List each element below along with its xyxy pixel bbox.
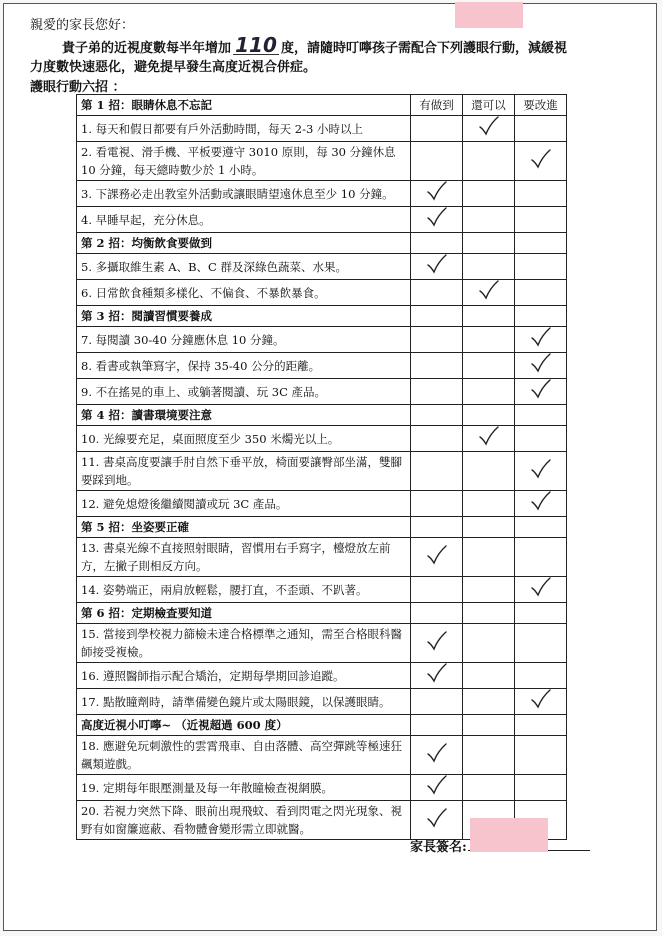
- check-cell-done[interactable]: [411, 207, 463, 233]
- check-cell-ok[interactable]: [463, 181, 515, 207]
- table-row: [77, 577, 567, 603]
- empty-cell: [463, 715, 515, 736]
- item-text: 14. 姿勢端正，兩肩放輕鬆，腰打直，不歪頭、不趴著。: [77, 577, 411, 603]
- check-cell-improve[interactable]: [515, 491, 567, 517]
- check-cell-done[interactable]: [411, 426, 463, 452]
- checkmark-icon: [530, 149, 552, 169]
- intro-line-2: 力度數快速惡化，避免提早發生高度近視合併症。: [30, 60, 317, 75]
- check-cell-ok[interactable]: [463, 538, 515, 577]
- table-row: [77, 452, 567, 491]
- section-row: [77, 405, 567, 426]
- redacted-signature: [470, 818, 548, 852]
- item-text: 6. 日常飲食種類多樣化、不偏食、不暴飲暴食。: [77, 280, 411, 306]
- empty-cell: [411, 233, 463, 254]
- check-cell-done[interactable]: [411, 663, 463, 689]
- check-cell-done[interactable]: [411, 379, 463, 405]
- empty-cell: [411, 405, 463, 426]
- check-cell-improve[interactable]: [515, 426, 567, 452]
- empty-cell: [463, 517, 515, 538]
- checkmark-icon: [530, 689, 552, 709]
- table-row: [77, 327, 567, 353]
- empty-cell: [463, 405, 515, 426]
- check-cell-improve[interactable]: [515, 280, 567, 306]
- check-cell-ok[interactable]: [463, 280, 515, 306]
- checkmark-icon: [426, 631, 448, 651]
- empty-cell: [515, 517, 567, 538]
- check-cell-done[interactable]: [411, 689, 463, 715]
- empty-cell: [411, 517, 463, 538]
- check-cell-done[interactable]: [411, 736, 463, 775]
- column-header: 有做到: [411, 95, 463, 116]
- check-cell-done[interactable]: [411, 538, 463, 577]
- item-text: 5. 多攝取維生素 A、B、C 群及深綠色蔬菜、水果。: [77, 254, 411, 280]
- empty-cell: [515, 715, 567, 736]
- check-cell-improve[interactable]: [515, 142, 567, 181]
- empty-cell: [463, 306, 515, 327]
- check-cell-ok[interactable]: [463, 736, 515, 775]
- check-cell-ok[interactable]: [463, 775, 515, 801]
- item-text: 19. 定期每年眼壓測量及每一年散瞳檢查視網膜。: [77, 775, 411, 801]
- intro-line-1: [62, 33, 568, 57]
- section-row: [77, 306, 567, 327]
- section-title: 第 1 招：眼睛休息不忘記: [77, 95, 411, 116]
- check-cell-done[interactable]: [411, 775, 463, 801]
- section-title: 第 2 招：均衡飲食要做到: [77, 233, 411, 254]
- check-cell-done[interactable]: [411, 491, 463, 517]
- check-cell-improve[interactable]: [515, 538, 567, 577]
- empty-cell: [463, 233, 515, 254]
- section-row: [77, 517, 567, 538]
- check-cell-ok[interactable]: [463, 327, 515, 353]
- checkmark-icon: [530, 327, 552, 347]
- section-title: 第 5 招：坐姿要正確: [77, 517, 411, 538]
- table-row: [77, 689, 567, 715]
- checkmark-icon: [478, 116, 500, 136]
- check-cell-done[interactable]: [411, 142, 463, 181]
- checkmark-icon: [530, 353, 552, 373]
- table-row: [77, 736, 567, 775]
- subtitle: 護眼行動六招 ：: [30, 80, 126, 95]
- check-cell-improve[interactable]: [515, 181, 567, 207]
- table-row: [77, 663, 567, 689]
- check-cell-done[interactable]: [411, 452, 463, 491]
- check-cell-improve[interactable]: [515, 207, 567, 233]
- item-text: 17. 點散瞳劑時，請準備變色鏡片或太陽眼鏡，以保護眼睛。: [77, 689, 411, 715]
- check-cell-ok[interactable]: [463, 426, 515, 452]
- item-text: 7. 每閱讀 30-40 分鐘應休息 10 分鐘。: [77, 327, 411, 353]
- eye-care-checklist: [76, 94, 567, 840]
- checkmark-icon: [530, 491, 552, 511]
- check-cell-ok[interactable]: [463, 116, 515, 142]
- check-cell-improve[interactable]: [515, 577, 567, 603]
- check-cell-ok[interactable]: [463, 624, 515, 663]
- item-text: 12. 避免熄燈後繼續閱讀或玩 3C 產品。: [77, 491, 411, 517]
- check-cell-done[interactable]: [411, 624, 463, 663]
- empty-cell: [463, 603, 515, 624]
- section-row: [77, 715, 567, 736]
- item-text: 16. 遵照醫師指示配合矯治，定期每學期回診追蹤。: [77, 663, 411, 689]
- check-cell-improve[interactable]: [515, 254, 567, 280]
- check-cell-ok[interactable]: [463, 663, 515, 689]
- check-cell-ok[interactable]: [463, 689, 515, 715]
- item-text: 3. 下課務必走出教室外活動或讓眼睛望遠休息至少 10 分鐘。: [77, 181, 411, 207]
- check-cell-done[interactable]: [411, 181, 463, 207]
- checkmark-icon: [426, 663, 448, 683]
- checkmark-icon: [530, 577, 552, 597]
- section-title: 高度近視小叮嚀~ （近視超過 600 度）: [77, 715, 411, 736]
- item-text: 10. 光線要充足，桌面照度至少 350 米燭光以上。: [77, 426, 411, 452]
- check-cell-improve[interactable]: [515, 116, 567, 142]
- checkmark-icon: [426, 207, 448, 227]
- check-cell-ok[interactable]: [463, 353, 515, 379]
- table-row: [77, 538, 567, 577]
- handwritten-degree-value: 110: [233, 36, 279, 55]
- empty-cell: [515, 233, 567, 254]
- table-row: [77, 491, 567, 517]
- checkmark-icon: [426, 545, 448, 565]
- table-row: [77, 254, 567, 280]
- checkmark-icon: [530, 379, 552, 399]
- checkmark-icon: [426, 775, 448, 795]
- checkmark-icon: [426, 254, 448, 274]
- item-text: 18. 應避免玩刺激性的雲霄飛車、自由落體、高空彈跳等極速狂飆類遊戲。: [77, 736, 411, 775]
- redacted-box-top: [455, 2, 523, 28]
- section-row: [77, 603, 567, 624]
- check-cell-done[interactable]: [411, 280, 463, 306]
- table-row: [77, 280, 567, 306]
- section-title: 第 6 招：定期檢查要知道: [77, 603, 411, 624]
- check-cell-improve[interactable]: [515, 353, 567, 379]
- item-text: 2. 看電視、滑手機、平板要遵守 3010 原則，每 30 分鐘休息 10 分鐘，每天總時數少於 1 小時。: [77, 142, 411, 181]
- item-text: 1. 每天和假日都要有戶外活動時間，每天 2-3 小時以上: [77, 116, 411, 142]
- table-row: [77, 426, 567, 452]
- table-row: [77, 142, 567, 181]
- check-cell-done[interactable]: [411, 577, 463, 603]
- item-text: 13. 書桌光線不直接照射眼睛，習慣用右手寫字，檯燈放左前方，左撇子則相反方向。: [77, 538, 411, 577]
- checkmark-icon: [426, 808, 448, 828]
- checkmark-icon: [478, 426, 500, 446]
- checkmark-icon: [426, 743, 448, 763]
- column-header: 還可以: [463, 95, 515, 116]
- checkmark-icon: [530, 459, 552, 479]
- table-row: [77, 116, 567, 142]
- empty-cell: [411, 715, 463, 736]
- check-cell-done[interactable]: [411, 116, 463, 142]
- section-title: 第 4 招：讀書環境要注意: [77, 405, 411, 426]
- section-title: 第 3 招：閱讀習慣要養成: [77, 306, 411, 327]
- check-cell-improve[interactable]: [515, 689, 567, 715]
- intro-text-a: 貴子弟的近視度數每半年增加: [62, 41, 232, 56]
- item-text: 15. 當接到學校視力篩檢未達合格標準之通知，需至合格眼科醫師接受複檢。: [77, 624, 411, 663]
- item-text: 20. 若視力突然下降、眼前出現飛蚊、看到閃電之閃光現象、視野有如窗簾遮蔽、看物體會變形需立即就醫。: [77, 801, 411, 840]
- header-row: [77, 95, 567, 116]
- check-cell-done[interactable]: [411, 327, 463, 353]
- item-text: 9. 不在搖晃的車上、或躺著閱讀、玩 3C 產品。: [77, 379, 411, 405]
- item-text: 11. 書桌高度要讓手肘自然下垂平放，椅面要讓臀部坐滿，雙腳要踩到地。: [77, 452, 411, 491]
- intro-text-b: 度，請隨時叮嚀孩子需配合下列護眼行動，減緩視: [281, 41, 568, 56]
- section-row: [77, 233, 567, 254]
- signature-label: 家長簽名:: [410, 840, 467, 855]
- table-row: [77, 353, 567, 379]
- check-cell-ok[interactable]: [463, 452, 515, 491]
- item-text: 8. 看書或執筆寫字，保持 35-40 公分的距離。: [77, 353, 411, 379]
- table-row: [77, 181, 567, 207]
- empty-cell: [515, 405, 567, 426]
- check-cell-improve[interactable]: [515, 452, 567, 491]
- check-cell-ok[interactable]: [463, 379, 515, 405]
- check-cell-improve[interactable]: [515, 624, 567, 663]
- table-row: [77, 624, 567, 663]
- table-row: [77, 207, 567, 233]
- table-row: [77, 379, 567, 405]
- check-cell-ok[interactable]: [463, 142, 515, 181]
- check-cell-ok[interactable]: [463, 577, 515, 603]
- check-cell-done[interactable]: [411, 801, 463, 840]
- checkmark-icon: [426, 181, 448, 201]
- check-cell-ok[interactable]: [463, 207, 515, 233]
- check-cell-ok[interactable]: [463, 254, 515, 280]
- check-cell-done[interactable]: [411, 353, 463, 379]
- empty-cell: [411, 306, 463, 327]
- check-cell-done[interactable]: [411, 254, 463, 280]
- check-cell-improve[interactable]: [515, 379, 567, 405]
- empty-cell: [411, 603, 463, 624]
- check-cell-improve[interactable]: [515, 327, 567, 353]
- greeting: 親愛的家長您好：: [30, 18, 135, 33]
- check-cell-improve[interactable]: [515, 663, 567, 689]
- empty-cell: [515, 306, 567, 327]
- empty-cell: [515, 603, 567, 624]
- check-cell-improve[interactable]: [515, 736, 567, 775]
- check-cell-ok[interactable]: [463, 491, 515, 517]
- checkmark-icon: [478, 280, 500, 300]
- check-cell-improve[interactable]: [515, 775, 567, 801]
- column-header: 要改進: [515, 95, 567, 116]
- table-row: [77, 775, 567, 801]
- item-text: 4. 早睡早起，充分休息。: [77, 207, 411, 233]
